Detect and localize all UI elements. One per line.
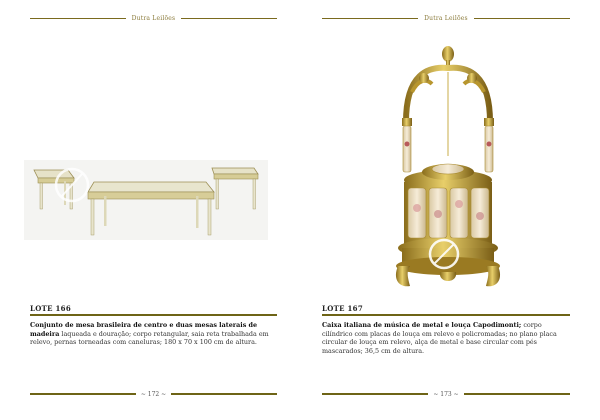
page-number: ~ 172 ~	[140, 390, 167, 398]
left-footer	[30, 388, 277, 400]
footer-rule-right	[464, 393, 570, 395]
lot-label: LOTE 166	[30, 304, 72, 313]
right-footer	[322, 388, 570, 400]
header-rule-right	[474, 18, 570, 19]
lot-title: Conjunto de mesa brasileira de centro e duas mesas laterais de madeira	[30, 321, 258, 338]
lot-body: laqueada e douração; corpo retangular, saia reta trabalhada em relevo, pernas torneadas com caneluras; 180 x 70 x 100 cm de altura.	[30, 329, 269, 347]
lot-description	[30, 321, 277, 347]
right-page	[300, 0, 600, 420]
right-header	[322, 12, 570, 24]
page-number: ~ 173 ~	[433, 390, 459, 398]
lot-rule	[322, 314, 570, 316]
lot-label: LOTE 167	[322, 304, 364, 313]
header-rule-left	[322, 18, 418, 19]
footer-rule-left	[30, 393, 136, 395]
music-box-photo	[388, 44, 508, 294]
lot-body: corpo cilíndrico com placas de louça em relevo e policromadas; no plano placa circular de louça em relevo, alça de metal e base circular com pés mascarados; 36,5 cm de altura.	[322, 321, 557, 355]
header-rule-left	[30, 18, 126, 19]
tables-photo	[24, 160, 268, 240]
footer-rule-right	[171, 393, 277, 395]
lot-rule	[30, 314, 277, 316]
footer-rule-left	[322, 393, 428, 395]
left-header	[30, 12, 277, 24]
lot-title: Caixa italiana de música de metal e louça Capodimonti;	[322, 321, 522, 329]
header-brand: Dutra Leilões	[131, 14, 176, 22]
lot-description	[322, 321, 570, 355]
header-rule-right	[181, 18, 277, 19]
header-brand: Dutra Leilões	[424, 14, 468, 22]
